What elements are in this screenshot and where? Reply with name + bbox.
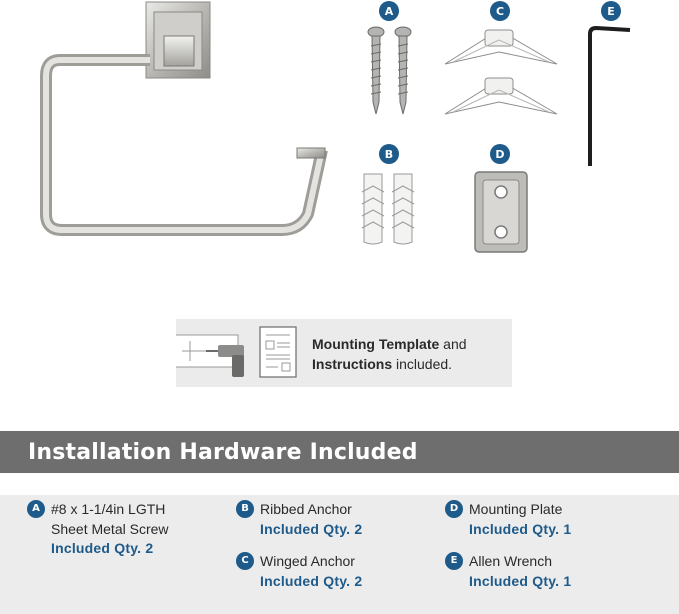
winged-anchor-icon [443, 26, 559, 118]
screw-icon [362, 24, 418, 116]
item-badge-b: B [236, 500, 254, 518]
item-badge-c: C [236, 552, 254, 570]
hardware-title: Installation Hardware Included [28, 439, 418, 465]
hardware-item-b [241, 500, 363, 539]
item-qty-b: Included Qty. 2 [260, 520, 363, 537]
mounting-plate-icon [473, 170, 529, 254]
item-name-d: Mounting Plate [469, 501, 563, 517]
item-badge-d: D [445, 500, 463, 518]
item-badge-a: A [27, 500, 45, 518]
item-badge-e: E [445, 552, 463, 570]
hardware-item-c [241, 552, 363, 591]
hardware-item-d [449, 500, 572, 539]
item-name-b: Ribbed Anchor [260, 501, 352, 517]
hardware-item-a [32, 500, 169, 559]
item-name-a-line2: Sheet Metal Screw [51, 520, 169, 537]
item-qty-a: Included Qty. 2 [51, 540, 154, 556]
part-badge-e: E [601, 1, 621, 21]
item-qty-e: Included Qty. 1 [469, 572, 572, 589]
item-name-e: Allen Wrench [469, 553, 553, 569]
template-bold-2: Instructions [312, 356, 393, 372]
mounting-template-panel [176, 319, 512, 387]
item-qty-c: Included Qty. 2 [260, 572, 363, 589]
part-badge-c: C [490, 1, 510, 21]
template-text-1: and [439, 336, 467, 352]
hardware-list [0, 495, 679, 614]
item-name-c: Winged Anchor [260, 553, 355, 569]
template-bold-1: Mounting Template [312, 336, 440, 352]
template-caption [312, 334, 508, 374]
part-badge-b: B [379, 144, 399, 164]
template-text-2: included. [392, 356, 453, 372]
drill-template-icon [176, 319, 306, 387]
allen-wrench-icon [582, 26, 634, 168]
item-qty-d: Included Qty. 1 [469, 520, 572, 537]
ribbed-anchor-icon [360, 170, 420, 246]
part-badge-a: A [379, 1, 399, 21]
item-name-a-line1: #8 x 1-1/4in LGTH [51, 501, 166, 517]
hardware-header [0, 431, 679, 473]
part-badge-d: D [490, 144, 510, 164]
towel-ring-image [30, 0, 330, 260]
hardware-item-e [450, 552, 572, 591]
